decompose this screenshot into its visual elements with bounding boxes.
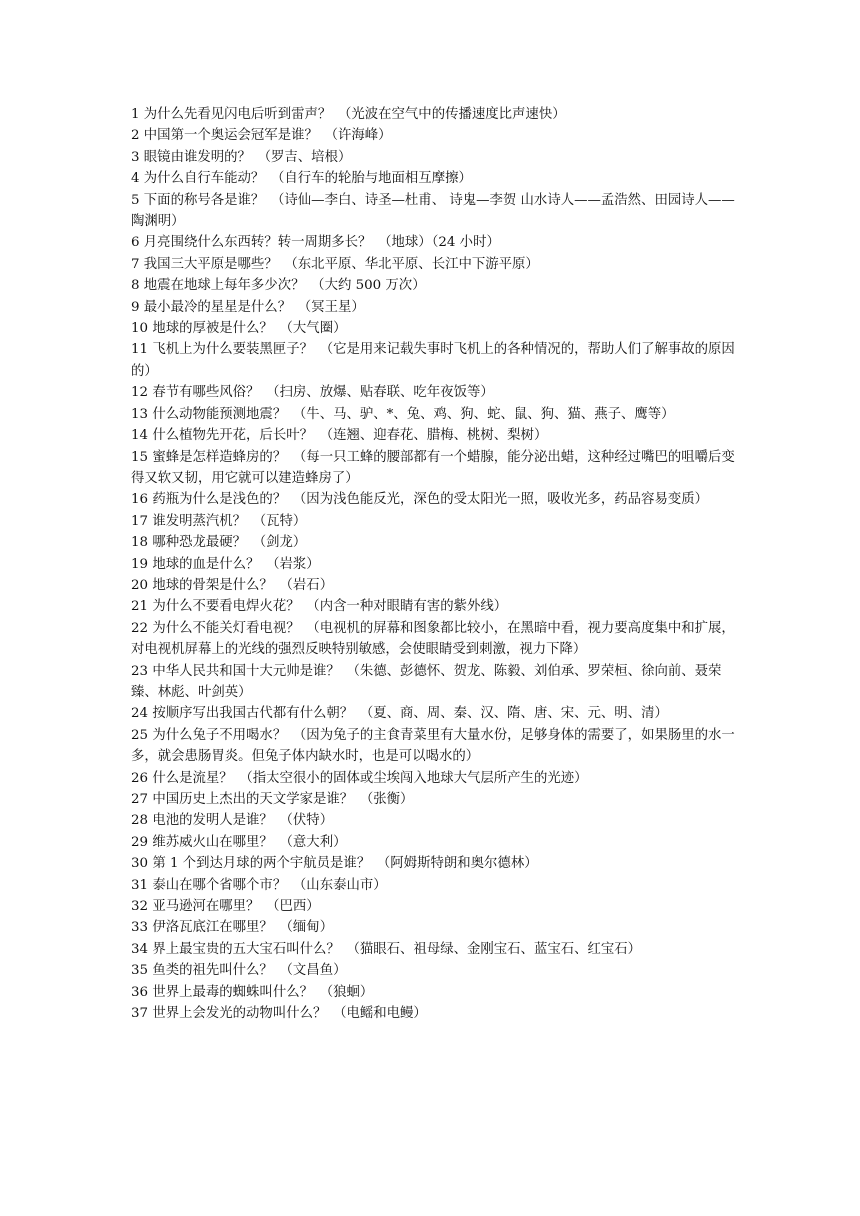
question-text: 电池的发明人是谁？ [152,813,273,829]
question-number: 27 [131,792,149,807]
answer-text: （岩浆） [272,556,320,572]
question-text: 谁发明蒸汽机？ [152,513,247,529]
question-number: 14 [131,428,149,444]
qa-item [131,511,741,532]
qa-item [131,125,741,146]
qa-item [131,982,741,1003]
qa-list [131,104,741,1024]
question-text: 地球的血是什么？ [152,556,260,572]
qa-item [131,596,741,617]
question-text: 什么是流星？ [152,770,233,786]
answer-text: （它是用来记载失事时飞机上的各种情况的，帮助人们了解事故的原因的） [131,342,735,379]
question-text: 为什么自行车能动？ [143,171,265,187]
question-number: 20 [131,577,149,593]
answer-text: （岩石） [286,577,334,593]
question-number: 22 [131,620,149,636]
answer-text: （光波在空气中的传播速度比声速快） [344,107,566,122]
answer-text: （罗吉、培根） [264,149,352,165]
question-number: 26 [131,770,149,786]
qa-item [131,275,741,296]
qa-item [131,404,741,425]
question-text: 世界上会发光的动物叫什么？ [152,1006,327,1022]
answer-text: （意大利） [286,834,347,850]
question-number: 34 [131,941,149,957]
question-text: 伊洛瓦底江在哪里？ [152,920,273,936]
question-number: 13 [131,406,149,422]
answer-text: （牛、马、驴、*、兔、鸡、狗、蛇、鼠、狗、猫、燕子、鹰等） [299,406,675,422]
question-number: 6 [131,235,140,251]
qa-item [131,810,741,831]
answer-text: （东北平原、华北平原、长江中下游平原） [291,256,539,272]
question-text: 界上最宝贵的五大宝石叫什么？ [152,941,340,957]
qa-item [131,661,741,704]
question-number: 30 [131,856,149,872]
qa-item [131,575,741,596]
answer-text: （诗仙—李白、诗圣—杜甫、 诗鬼—李贺 山水诗人——孟浩然、田园诗人——陶渊明） [131,192,735,230]
qa-item [131,425,741,446]
answer-text: （瓦特） [259,513,307,529]
question-number: 17 [131,513,149,529]
qa-item [131,147,741,168]
qa-item [131,190,741,233]
question-text: 地震在地球上每年多少次？ [143,278,305,294]
qa-item [131,896,741,917]
question-text: 按顺序写出我国古代都有什么朝？ [152,706,354,722]
question-number: 3 [131,149,140,165]
answer-text: （因为兔子的主食青菜里有大量水份，足够身体的需要了，如果肠里的水一多，就会患肠胃炎。但兔子体内缺水时，也是可以喝水的） [131,727,735,765]
qa-item [131,618,741,661]
qa-item [131,318,741,339]
answer-text: （猫眼石、祖母绿、金刚宝石、蓝宝石、红宝石） [353,941,642,957]
question-text: 亚马逊河在哪里？ [152,899,260,915]
question-number: 35 [131,963,149,979]
answer-text: （缅甸） [286,920,334,936]
question-text: 蜜蜂是怎样造蜂房的？ [152,449,287,465]
question-number: 12 [131,385,149,401]
question-number: 23 [131,663,149,679]
question-text: 地球的厚被是什么？ [152,321,273,337]
question-text: 泰山在哪个省哪个市？ [152,877,287,893]
qa-item [131,554,741,575]
question-number: 28 [131,813,149,829]
qa-item [131,104,741,125]
question-number: 1 [131,107,140,122]
qa-item [131,875,741,896]
answer-text: （许海峰） [331,128,392,144]
question-text: 为什么不要看电焊火花？ [152,599,300,615]
answer-text: （自行车的轮胎与地面相互摩擦） [277,171,472,187]
qa-item [131,168,741,189]
answer-text: （连翘、迎春花、腊梅、桃树、梨树） [326,428,548,444]
question-number: 11 [131,342,149,358]
qa-item [131,339,741,382]
question-text: 第 1 个到达月球的两个宇航员是谁？ [152,856,371,872]
question-number: 9 [131,299,140,315]
question-number: 21 [131,599,149,615]
question-number: 24 [131,706,149,722]
question-text: 最小最冷的星星是什么？ [143,299,292,315]
question-text: 药瓶为什么是浅色的？ [152,492,287,508]
question-number: 7 [131,256,140,272]
question-number: 10 [131,321,149,337]
question-text: 地球的骨架是什么？ [152,577,273,593]
question-number: 18 [131,535,149,551]
question-text: 眼镜由谁发明的？ [143,149,251,165]
question-number: 36 [131,984,149,1000]
question-text: 中华人民共和国十大元帅是谁？ [152,663,340,679]
qa-item [131,703,741,724]
question-number: 2 [131,128,140,144]
question-number: 31 [131,877,149,893]
answer-text: （因为浅色能反光，深色的受太阳光一照，吸收光多，药品容易变质） [299,492,709,508]
question-text: 我国三大平原是哪些？ [143,256,278,272]
answer-text: （冥王星） [304,299,365,315]
question-number: 25 [131,727,149,743]
answer-text: （剑龙） [259,535,307,551]
qa-item [131,447,741,490]
qa-item [131,297,741,318]
answer-text: （巴西） [272,899,320,915]
question-text: 春节有哪些风俗？ [152,385,260,401]
question-text: 为什么先看见闪电后听到雷声？ [143,107,332,122]
question-text: 月亮围绕什么东西转？转一周期多长？ [143,235,372,251]
qa-item [131,853,741,874]
question-text: 鱼类的祖先叫什么？ [152,963,273,979]
question-text: 为什么不能关灯看电视？ [152,620,300,636]
answer-text: （阿姆斯特朗和奥尔德林） [383,856,538,872]
question-text: 下面的称号各是谁？ [143,192,265,208]
qa-item [131,382,741,403]
qa-item [131,532,741,553]
qa-item [131,917,741,938]
answer-text: （夏、商、周、秦、汉、隋、唐、宋、元、明、清） [366,706,668,722]
question-text: 中国第一个奥运会冠军是谁？ [143,128,318,144]
question-text: 中国历史上杰出的天文学家是谁？ [152,792,354,807]
answer-text: （扫房、放爆、贴春联、吃年夜饭等） [272,385,494,401]
answer-text: （大约 500 万次） [317,278,426,294]
question-number: 16 [131,492,149,508]
answer-text: （伏特） [286,813,334,829]
question-number: 8 [131,278,140,294]
answer-text: （朱德、彭德怀、贺龙、陈毅、刘伯承、罗荣桓、徐向前、聂荣 臻、林彪、叶剑英） [131,663,722,700]
qa-item [131,960,741,981]
qa-item [131,768,741,789]
question-text: 什么动物能预测地震？ [152,406,287,422]
question-text: 飞机上为什么要装黑匣子？ [152,342,313,358]
qa-item [131,1003,741,1024]
answer-text: （指太空很小的固体或尘埃闯入地球大气层所产生的光迹） [246,770,588,786]
answer-text: （地球）（24 小时） [384,235,500,251]
question-number: 29 [131,834,149,850]
question-number: 5 [131,192,140,208]
qa-item [131,254,741,275]
question-number: 19 [131,556,149,572]
qa-item [131,232,741,253]
answer-text: （电鳐和电鳗） [339,1006,427,1022]
question-text: 维苏威火山在哪里？ [152,834,273,850]
qa-item [131,489,741,510]
answer-text: （内含一种对眼睛有害的紫外线） [313,599,508,615]
answer-text: （张衡） [366,792,414,807]
question-number: 33 [131,920,149,936]
qa-item [131,939,741,960]
answer-text: （电视机的屏幕和图象都比较小，在黑暗中看，视力要高度集中和扩展，对电视机屏幕上的光线的强烈反映特别敏感，会使眼睛受到刺激，视力下降） [131,620,735,658]
question-number: 4 [131,171,140,187]
question-text: 世界上最毒的蜘蛛叫什么？ [152,984,313,1000]
question-text: 哪种恐龙最硬？ [152,535,247,551]
answer-text: （山东泰山市） [299,877,387,893]
question-text: 为什么兔子不用喝水？ [152,727,287,743]
answer-text: （文昌鱼） [286,963,347,979]
qa-item [131,789,741,810]
question-number: 15 [131,449,149,465]
question-number: 37 [131,1006,149,1022]
qa-item [131,832,741,853]
qa-item [131,725,741,768]
answer-text: （每一只工蜂的腰部都有一个蜡腺，能分泌出蜡，这种经过嘴巴的咀嚼后变得又软又韧，用它就可以建造蜂房了） [131,449,735,486]
question-number: 32 [131,899,149,915]
answer-text: （狼蛔） [326,984,374,1000]
answer-text: （大气圈） [286,321,347,337]
question-text: 什么植物先开花，后长叶？ [152,428,313,444]
